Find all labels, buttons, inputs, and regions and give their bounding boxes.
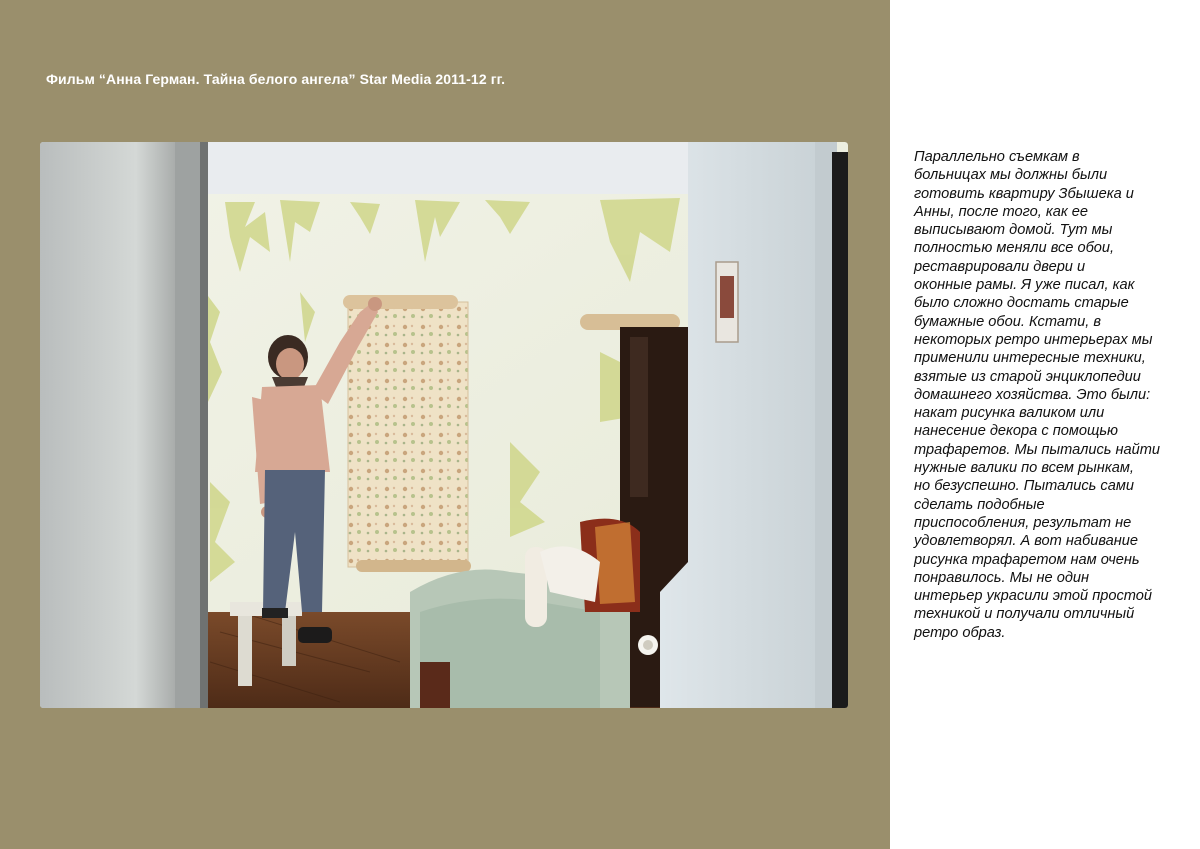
description-line: понравилось. Мы не один bbox=[914, 569, 1090, 586]
interior-photo bbox=[40, 142, 848, 708]
description-line: выписывают домой. Тут мы bbox=[914, 222, 1113, 239]
description-line: но безуспешно. Пытались сами bbox=[914, 478, 1134, 495]
description-line: техникой и получали отличный bbox=[914, 606, 1135, 623]
photo-illustration bbox=[40, 142, 848, 708]
description-line: полностью меняли все обои, bbox=[914, 240, 1115, 257]
description-line: нанесение декора с помощью bbox=[914, 423, 1119, 440]
description-line: применили интересные техники, bbox=[914, 350, 1146, 367]
description-line: было сложно достать старые bbox=[914, 295, 1129, 312]
description-line: рисунка трафаретом нам очень bbox=[914, 551, 1140, 568]
description-line: Анны, после того, как ее bbox=[914, 203, 1089, 220]
description-line: трафаретов. Мы пытались найти bbox=[914, 441, 1161, 458]
description-line: домашнего хозяйства. Это были: bbox=[914, 386, 1151, 403]
description-line: реставрировали двери и bbox=[914, 258, 1086, 275]
description-line: готовить квартиру Збышека и bbox=[914, 185, 1134, 202]
description-line: некоторых ретро интерьерах мы bbox=[914, 331, 1153, 348]
description-text bbox=[914, 148, 1176, 642]
description-line: взятые из старой энциклопедии bbox=[914, 368, 1141, 385]
description-line: интерьер украсили этой простой bbox=[914, 588, 1152, 605]
description-line: приспособления, результат не bbox=[914, 514, 1132, 531]
description-line: нужные валики по всем рынкам, bbox=[914, 460, 1134, 477]
description-line: накат рисунка валиком или bbox=[914, 405, 1105, 422]
description-line: сделать подобные bbox=[914, 496, 1045, 513]
description-line: оконные рамы. Я уже писал, как bbox=[914, 277, 1135, 294]
description-line: больницах мы должны были bbox=[914, 167, 1108, 184]
page-title: Фильм “Анна Герман. Тайна белого ангела” Star Media 2011-12 гг. bbox=[46, 71, 506, 87]
description-line: удовлетворял. А вот набивание bbox=[914, 533, 1139, 550]
description-line: ретро образ. bbox=[914, 624, 1006, 641]
description-line: Параллельно съемкам в bbox=[914, 149, 1080, 165]
description-line: бумажные обои. Кстати, в bbox=[914, 313, 1101, 330]
